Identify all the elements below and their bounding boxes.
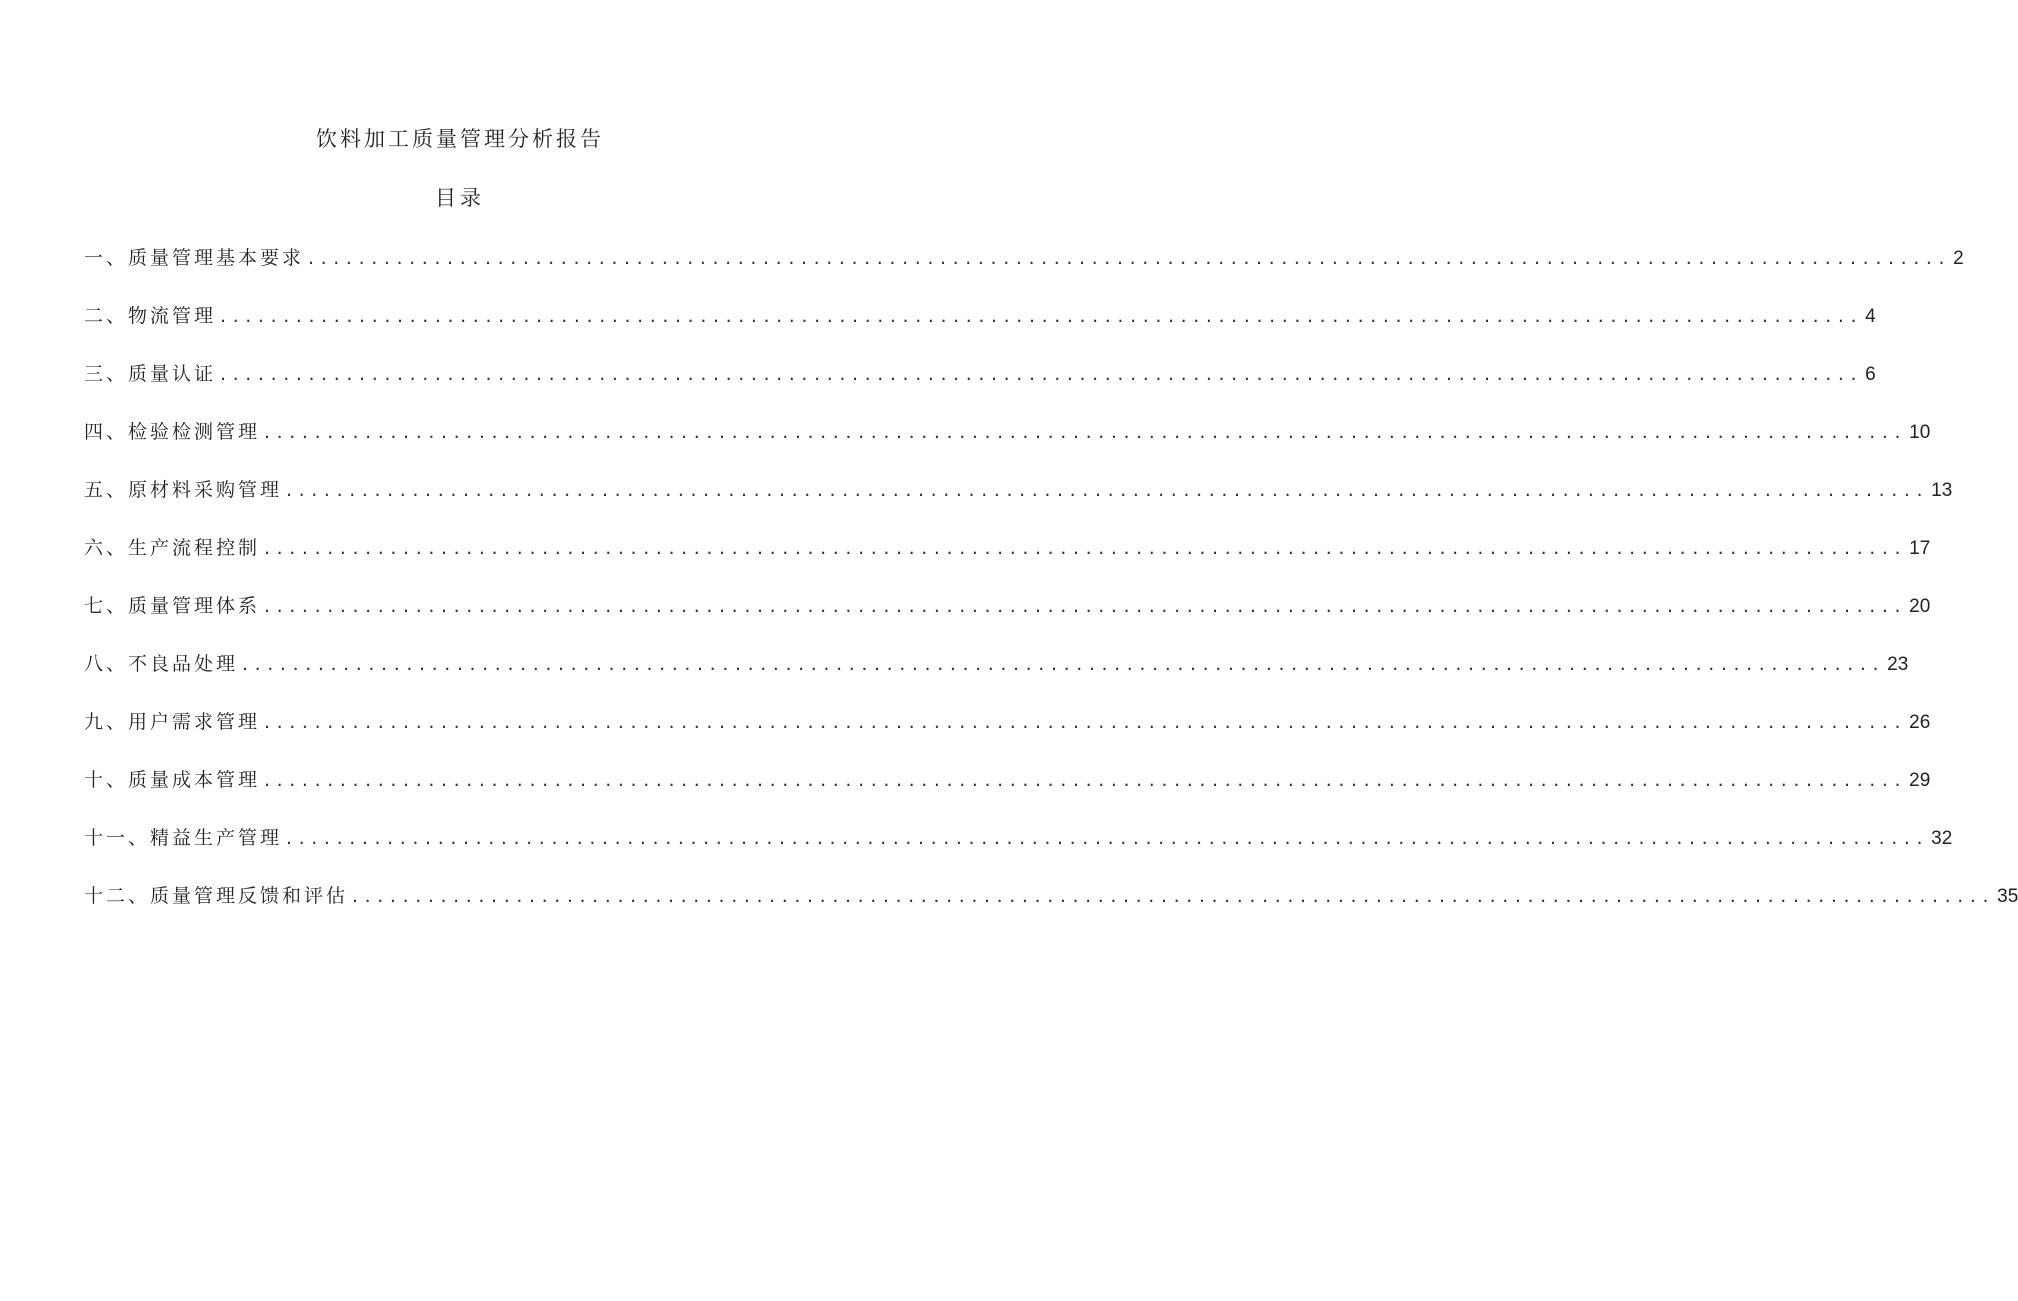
toc-dot-leader: ..................................................................................................................................	[286, 479, 1930, 501]
toc-dot-leader: ..................................................................................................................................	[264, 769, 1908, 791]
toc-dot-leader: ..................................................................................................................................	[264, 537, 1908, 559]
toc-entry[interactable]	[84, 416, 1931, 474]
toc-entry[interactable]	[84, 300, 1876, 358]
toc-page-number: 20	[1909, 596, 1931, 617]
toc-dot-leader: ..................................................................................................................................	[264, 421, 1908, 443]
toc-page-number: 35	[1997, 886, 2018, 907]
toc-page-number: 32	[1931, 828, 1953, 849]
toc-page-number: 26	[1909, 712, 1931, 733]
toc-dot-leader: ..................................................................................................................................	[220, 305, 1864, 327]
toc-page-number: 10	[1909, 422, 1931, 443]
toc-dot-leader: ..................................................................................................................................	[220, 363, 1864, 385]
toc-entry[interactable]	[84, 822, 1953, 880]
toc-entry-label: 一、质量管理基本要求	[84, 247, 305, 269]
toc-entry-label: 四、检验检测管理	[84, 421, 261, 443]
toc-page-number: 17	[1909, 538, 1931, 559]
toc-entry-label: 九、用户需求管理	[84, 711, 261, 733]
toc-entry-label: 七、质量管理体系	[84, 595, 261, 617]
toc-entry[interactable]	[84, 880, 2018, 938]
toc-page-number: 13	[1931, 480, 1953, 501]
toc-dot-leader: ..................................................................................................................................	[352, 885, 1996, 907]
toc-dot-leader: ..................................................................................................................................	[308, 247, 1952, 269]
toc-entry[interactable]	[84, 358, 1876, 416]
toc-page-number: 2	[1953, 248, 1964, 269]
toc-page-number: 29	[1909, 770, 1931, 791]
toc-entry[interactable]	[84, 474, 1953, 532]
toc-entry[interactable]	[84, 532, 1931, 590]
toc-entry[interactable]	[84, 242, 1964, 300]
toc-dot-leader: ..................................................................................................................................	[264, 711, 1908, 733]
toc-page-number: 6	[1865, 364, 1876, 385]
toc-dot-leader: ..................................................................................................................................	[286, 827, 1930, 849]
toc-entry-label: 十一、精益生产管理	[84, 827, 283, 849]
toc-entry[interactable]	[84, 590, 1931, 648]
toc-entry-label: 八、不良品处理	[84, 653, 239, 675]
toc-entry-label: 十二、质量管理反馈和评估	[84, 885, 349, 907]
toc-heading: 目录	[435, 186, 485, 210]
toc-page-number: 4	[1865, 306, 1876, 327]
toc-entry[interactable]	[84, 706, 1931, 764]
toc-entry-label: 六、生产流程控制	[84, 537, 261, 559]
document-title: 饮料加工质量管理分析报告	[316, 127, 604, 151]
table-of-contents	[84, 242, 2018, 938]
toc-entry-label: 五、原材料采购管理	[84, 479, 283, 501]
toc-entry-label: 二、物流管理	[84, 305, 217, 327]
toc-entry-label: 十、质量成本管理	[84, 769, 261, 791]
toc-entry-label: 三、质量认证	[84, 363, 217, 385]
toc-dot-leader: ..................................................................................................................................	[264, 595, 1908, 617]
toc-entry[interactable]	[84, 648, 1909, 706]
toc-page-number: 23	[1887, 654, 1909, 675]
toc-entry[interactable]	[84, 764, 1931, 822]
toc-dot-leader: ..................................................................................................................................	[242, 653, 1886, 675]
